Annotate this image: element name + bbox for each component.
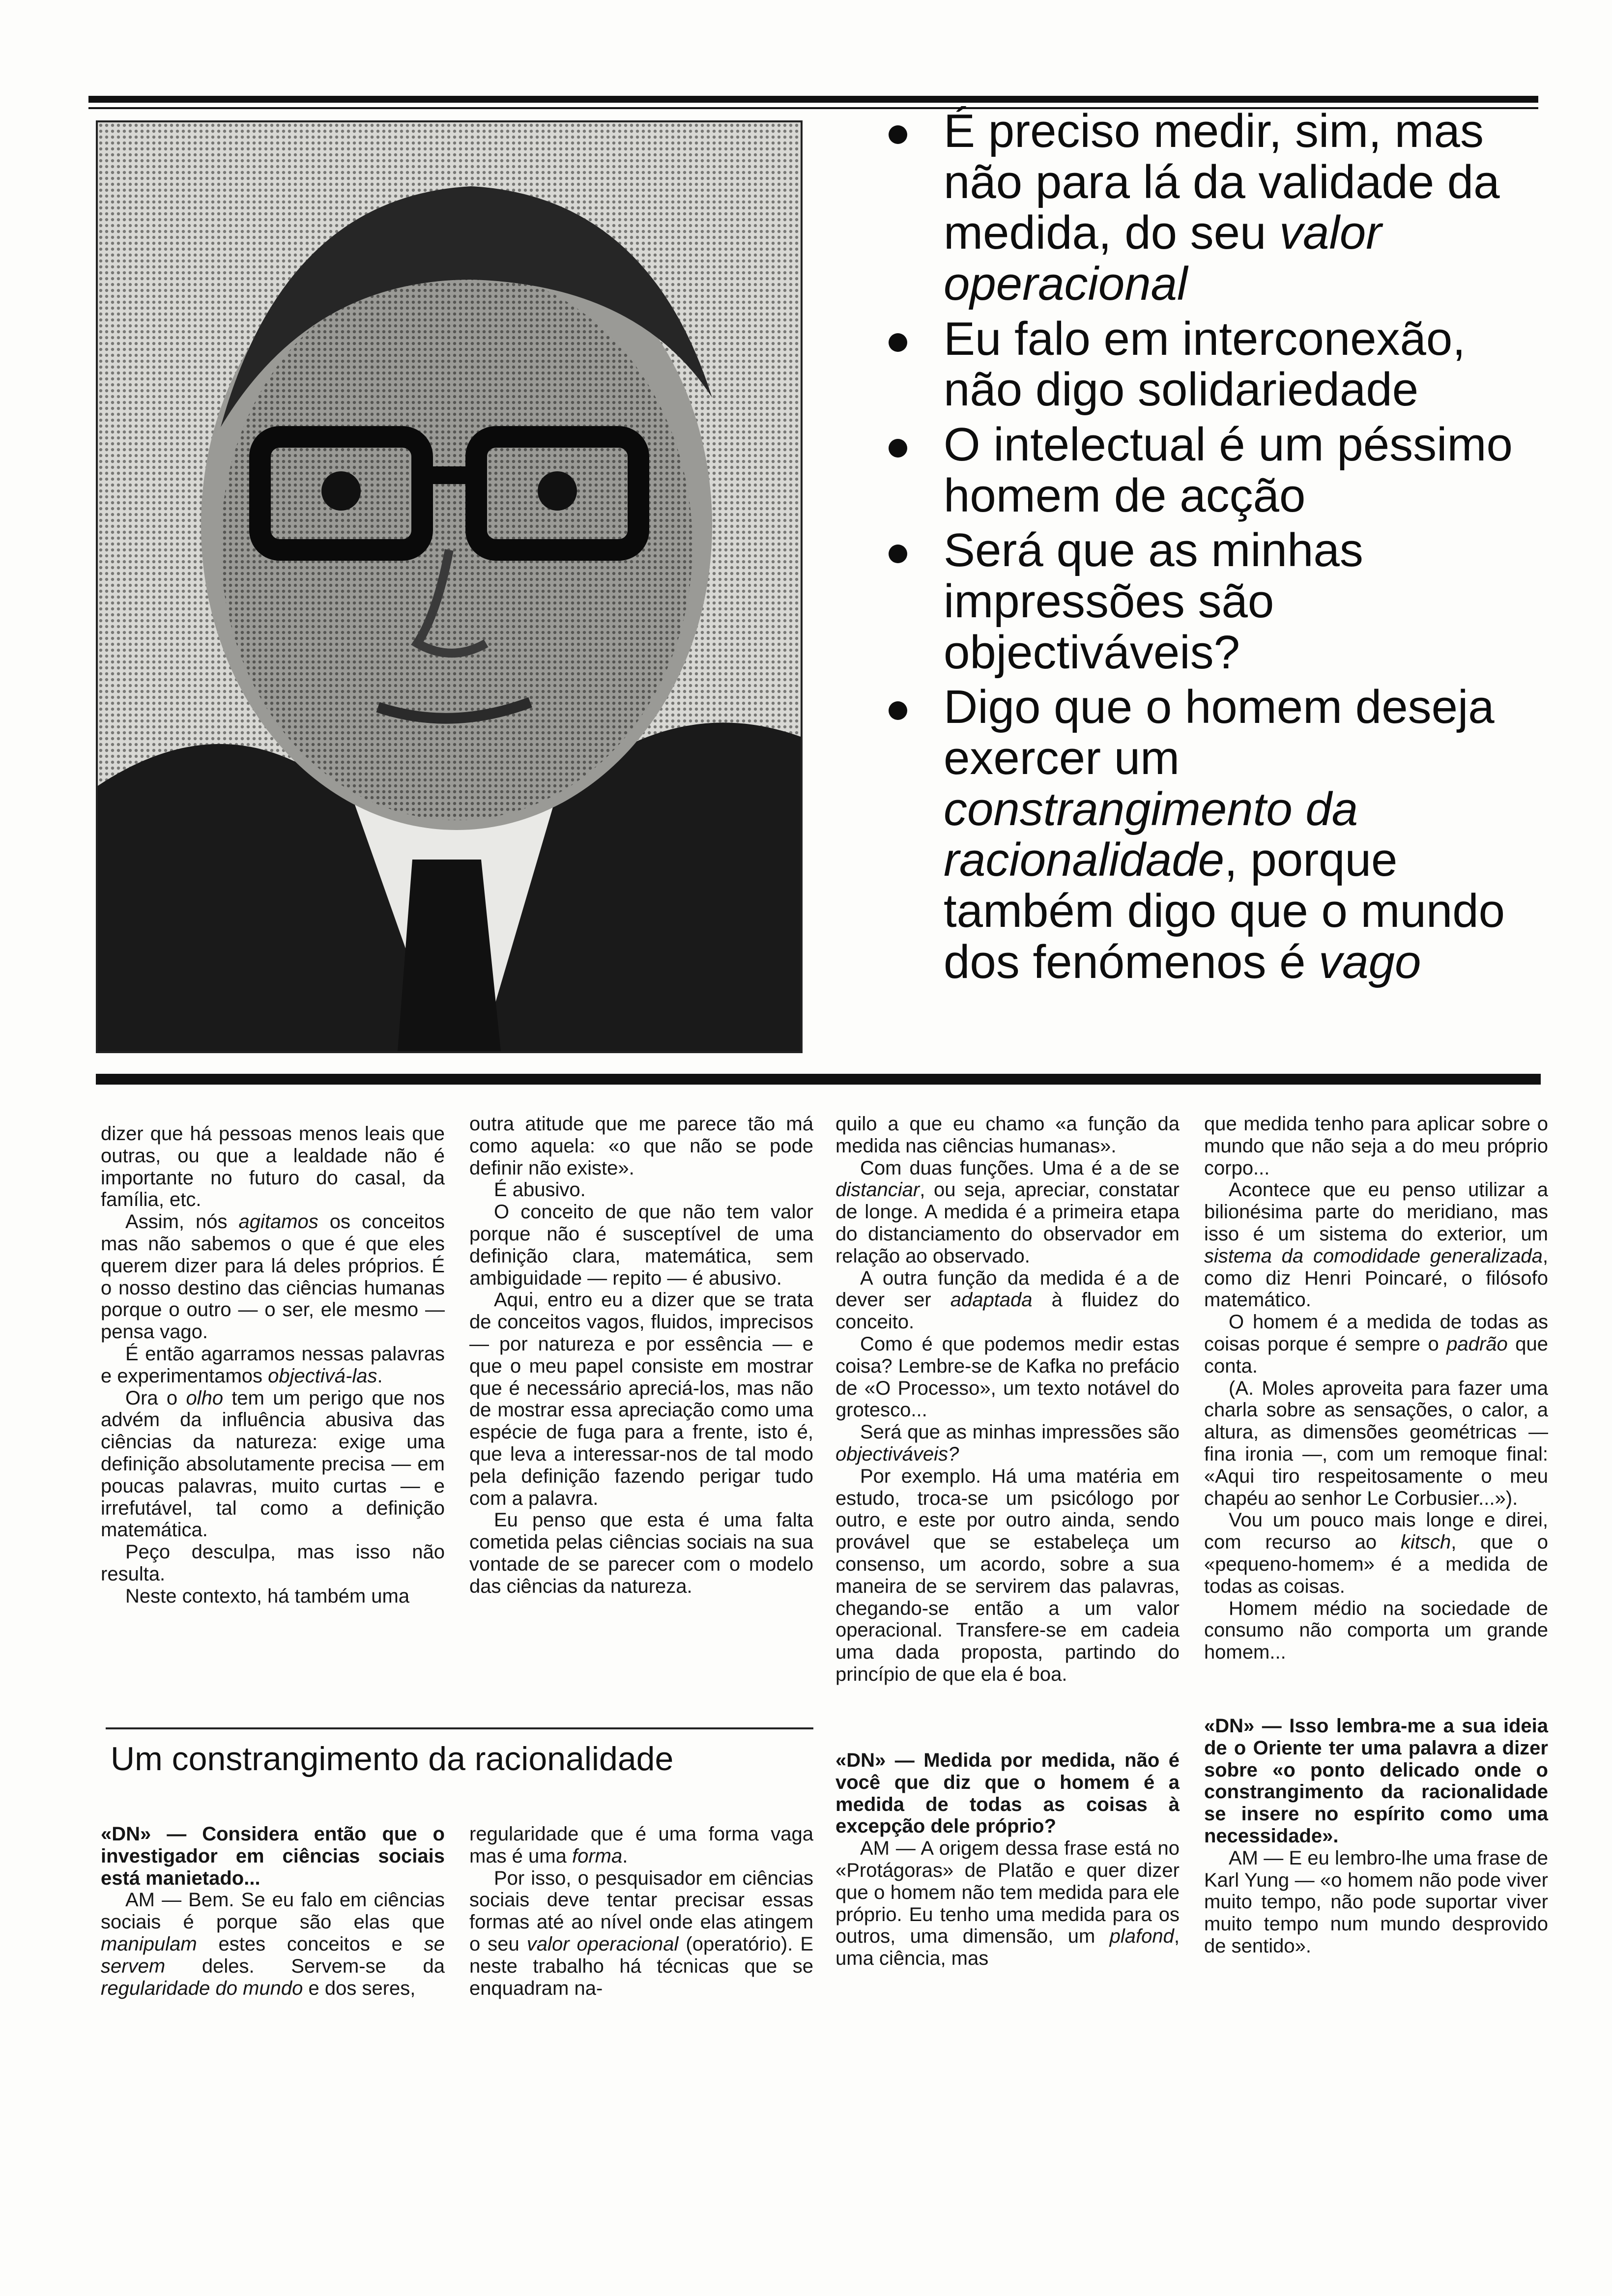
section-heading: Um constrangimento da racionalidade <box>111 1740 674 1778</box>
interview-column-2 <box>469 1823 813 1999</box>
article-column-4 <box>1204 1113 1548 1664</box>
pull-quote: Eu falo em interconexão, não digo solidariedade <box>880 314 1533 415</box>
paragraph: Assim, nós agitamos os conceitos mas não sabemos o que é que eles querem dizer para lá deles próprios. É o nosso destino das ciências humanas porque o outro — o ser, ele mesmo — pensa vago. <box>101 1211 445 1343</box>
paragraph: Ora o olho tem um perigo que nos advém da influência abusiva das ciências da natureza: exige uma definição absolutamente precisa — em poucas palavras, muito curtas — e irrefutável, tal como a definição matemática. <box>101 1387 445 1541</box>
paragraph: outra atitude que me parece tão má como aquela: «o que não se pode definir não existe». <box>469 1113 813 1179</box>
paragraph: regularidade que é uma forma vaga mas é uma forma. <box>469 1823 813 1867</box>
paragraph: É abusivo. <box>494 1179 586 1201</box>
article-column-2 <box>469 1113 813 1598</box>
paragraph: Por exemplo. Há uma matéria em estudo, troca-se um psicólogo por outro, e este por outro ainda, sendo provável que se estabeleça um consenso, um acordo, sobre a sua maneira de se servirem das palavras, chegando-se então a um valor operacional. Transfere-se em cadeia uma dada proposta, partindo do princípio de que ela é boa. <box>835 1465 1180 1685</box>
paragraph: Homem médio na sociedade de consumo não comporta um grande homem... <box>1204 1597 1548 1664</box>
paragraph: Com duas funções. Uma é a de se distanciar, ou seja, apreciar, constatar de longe. A medida é a primeira etapa do distanciamento do observador em relação ao observado. <box>835 1157 1180 1267</box>
paragraph: A outra função da medida é a de dever ser adaptada à fluidez do conceito. <box>835 1267 1180 1333</box>
article-column-3 <box>835 1113 1180 1686</box>
pull-quote: Digo que o homem deseja exercer um constrangimento da racionalidade, porque também digo que o mundo dos fenómenos é vago <box>880 682 1533 987</box>
pull-quote: O intelectual é um péssimo homem de acção <box>880 419 1533 521</box>
interview-column-4 <box>1204 1715 1548 1957</box>
paragraph: Eu penso que esta é uma falta cometida pelas ciências sociais na sua vontade de se parecer com o modelo das ciências da natureza. <box>469 1509 813 1597</box>
paragraph: (A. Moles aproveita para fazer uma charla sobre as sensações, o calor, a altura, as dimensões geométricas — fina ironia —, com um remoque final: «Aqui tiro respeitosamente o meu chapéu ao senhor Le Corbusier...»). <box>1204 1377 1548 1509</box>
paragraph: «DN» — Considera então que o investigador em ciências sociais está manietado... <box>101 1823 445 1889</box>
pull-quote-list <box>880 106 1533 991</box>
pull-quote: Será que as minhas impressões são objectiváveis? <box>880 525 1533 678</box>
paragraph: quilo a que eu chamo «a função da medida nas ciências humanas». <box>835 1113 1180 1157</box>
paragraph: Vou um pouco mais longe e direi, com recurso ao kitsch, que o «pequeno-homem» é a medida de todas as coisas. <box>1204 1509 1548 1597</box>
paragraph: O conceito de que não tem valor porque não é susceptível de uma definição clara, matemática, sem ambiguidade — repito — é abusivo. <box>469 1201 813 1289</box>
interview-column-1 <box>101 1823 445 1999</box>
paragraph: Aqui, entro eu a dizer que se trata de conceitos vagos, fluidos, imprecisos — por natureza e por essência — e que o meu papel consiste em mostrar que é necessário apreciá-los, mas não de mostrar essa apreciação como uma espécie de fuga para a frente, isto é, que leva a interessar-nos de tal modo pela definição fazendo perigar tudo com a palavra. <box>469 1289 813 1509</box>
paragraph: dizer que há pessoas menos leais que outras, ou que a lealdade não é importante no futuro do casal, da família, etc. <box>101 1123 445 1211</box>
portrait-photo <box>96 120 803 1053</box>
paragraph: que medida tenho para aplicar sobre o mundo que não seja a do meu próprio corpo... <box>1204 1113 1548 1179</box>
paragraph: AM — E eu lembro-lhe uma frase de Karl Yung — «o homem não pode viver muito tempo, não pode suportar viver muito tempo num mundo desprovido de sentido». <box>1204 1847 1548 1957</box>
top-rule <box>88 96 1538 103</box>
paragraph: AM — A origem dessa frase está no «Protágoras» de Platão e quer dizer que o homem não tem medida para ele próprio. Eu tenho uma medida para os outros, uma dimensão, um plafond, uma ciência, mas <box>835 1837 1180 1970</box>
paragraph: O homem é a medida de todas as coisas porque é sempre o padrão que conta. <box>1204 1311 1548 1377</box>
paragraph: Será que as minhas impressões são objectiváveis? <box>835 1421 1180 1465</box>
paragraph: É então agarramos nessas palavras e experimentamos objectivá-las. <box>101 1343 445 1387</box>
subheading-rule <box>106 1727 813 1729</box>
paragraph: Como é que podemos medir estas coisa? Lembre-se de Kafka no prefácio de «O Processo», um texto notável do grotesco... <box>835 1333 1180 1421</box>
paragraph: Peço desculpa, mas isso não resulta. <box>101 1541 445 1585</box>
pull-quote: É preciso medir, sim, mas não para lá da validade da medida, do seu valor operacional <box>880 106 1533 310</box>
interview-column-3 <box>835 1750 1180 1970</box>
paragraph: Neste contexto, há também uma <box>125 1585 410 1607</box>
paragraph: AM — Bem. Se eu falo em ciências sociais é porque são elas que manipulam estes conceitos e se servem deles. Servem-se da regularidade do mundo e dos seres, <box>101 1889 445 1999</box>
paragraph: «DN» — Medida por medida, não é você que diz que o homem é a medida de todas as coisas à excepção dele próprio? <box>835 1750 1180 1837</box>
paragraph: Por isso, o pesquisador em ciências sociais deve tentar precisar essas formas até ao nível onde elas atingem o seu valor operacional (operatório). E neste trabalho há técnicas que se enquadram na- <box>469 1867 813 1999</box>
paragraph: Acontece que eu penso utilizar a bilionésima parte do meridiano, mas isso é um sistema do exterior, um sistema da comodidade generalizada, como diz Henri Poincaré, o filósofo matemático. <box>1204 1179 1548 1311</box>
article-column-1 <box>101 1123 445 1607</box>
paragraph: «DN» — Isso lembra-me a sua ideia de o Oriente ter uma palavra a dizer sobre «o ponto delicado onde o constrangimento da racionalidade se insere no espírito como uma necessidade». <box>1204 1715 1548 1847</box>
section-divider <box>96 1074 1541 1085</box>
